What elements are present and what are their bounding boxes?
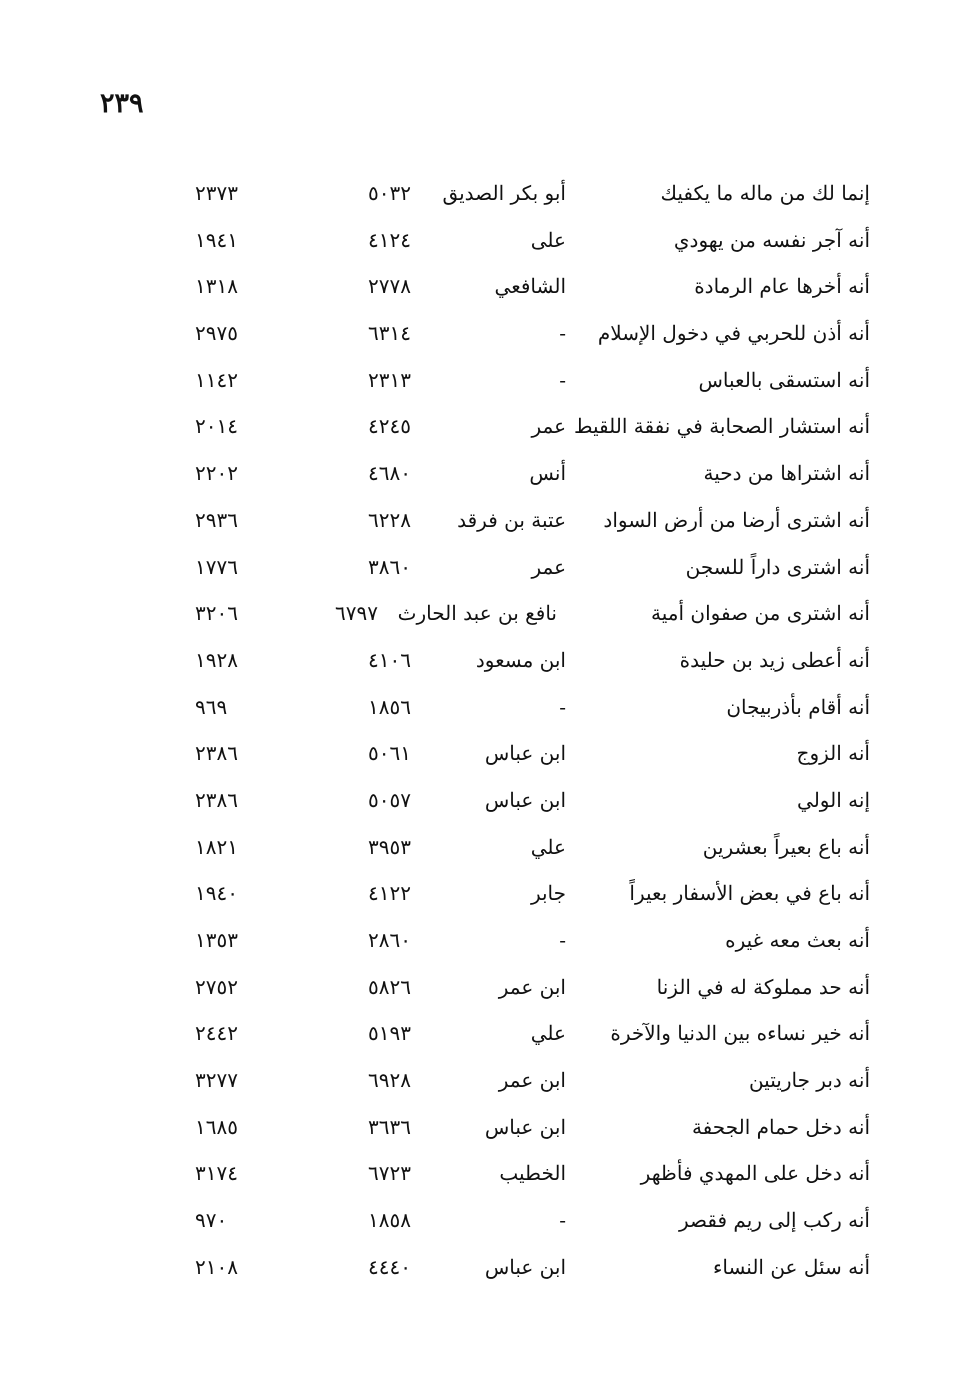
entry-text: أنه الزوج [796, 741, 870, 766]
narrator-name: - [559, 928, 566, 952]
index-row [160, 871, 870, 918]
hadith-number: ١٧٧٦ [195, 554, 238, 579]
hadith-number: ٣١٧٤ [195, 1161, 238, 1186]
reference-number: ٦٣١٤ [368, 321, 411, 346]
index-row [160, 918, 870, 965]
narrator-name: ابن عباس [484, 741, 566, 766]
hadith-number: ٢٩٧٥ [195, 321, 238, 346]
index-row [160, 1151, 870, 1198]
entry-text: أنه اشترى من صفوان أمية [651, 601, 870, 626]
reference-number: ٤١٠٦ [368, 647, 411, 672]
narrator-name: علي [530, 1021, 566, 1046]
index-row [160, 1245, 870, 1292]
reference-number: ٤٢٤٥ [368, 414, 411, 439]
reference-number: ٥٠٥٧ [368, 787, 411, 812]
index-row [160, 264, 870, 311]
reference-number: ٦٩٢٨ [368, 1068, 411, 1093]
hadith-number: ٢٢٠٢ [195, 461, 238, 486]
hadith-number: ٢٣٧٣ [195, 181, 238, 205]
reference-number: ٤١٢٤ [368, 227, 411, 252]
index-row [160, 1011, 870, 1058]
hadith-number: ١١٤٢ [195, 367, 238, 392]
entry-text: أنه سئل عن النساء [712, 1254, 870, 1279]
reference-number: ٢٨٦٠ [368, 928, 411, 952]
narrator-name: الخطيب [499, 1161, 566, 1186]
entry-text: أنه آجر نفسه من يهودي [673, 227, 870, 252]
reference-number: ٣٩٥٣ [368, 834, 411, 859]
reference-number: ٤٦٨٠ [368, 461, 411, 486]
index-table [160, 171, 870, 1292]
reference-number: ٦٢٢٨ [368, 507, 411, 532]
narrator-name: عمر [531, 554, 566, 579]
entry-text: أنه حد مملوكة له في الزنا [656, 974, 870, 999]
index-row [160, 171, 870, 218]
narrator-name: - [559, 367, 566, 392]
index-row [160, 591, 870, 638]
narrator-name: نافع بن عبد الحارث [397, 601, 557, 626]
reference-number: ٣٦٣٦ [368, 1114, 411, 1139]
reference-number: ٦٧٩٧ [335, 601, 378, 626]
narrator-name: علي [530, 834, 566, 859]
index-row [160, 311, 870, 358]
index-row [160, 1105, 870, 1152]
narrator-name: ابن مسعود [475, 647, 566, 672]
hadith-number: ٩٧٠ [195, 1208, 228, 1233]
hadith-number: ٢٧٥٢ [195, 974, 238, 999]
index-row [160, 825, 870, 872]
index-row [160, 358, 870, 405]
page-number: ٢٣٩ [100, 88, 144, 119]
index-row [160, 731, 870, 778]
hadith-number: ١٣٥٣ [195, 928, 238, 952]
hadith-number: ٣٢٠٦ [195, 601, 238, 626]
reference-number: ٤٤٤٠ [368, 1254, 411, 1279]
narrator-name: جابر [530, 881, 566, 906]
narrator-name: أبو بكر الصديق [442, 181, 566, 205]
hadith-number: ١٩٤١ [195, 227, 238, 252]
reference-number: ١٨٥٨ [368, 1208, 411, 1233]
hadith-number: ٢٠١٤ [195, 414, 238, 439]
index-row [160, 638, 870, 685]
hadith-number: ١٣١٨ [195, 274, 238, 299]
entry-text: أنه استشار الصحابة في نفقة اللقيط [573, 414, 870, 439]
entry-text: أنه دبر جاريتين [748, 1068, 870, 1093]
narrator-name: على [530, 227, 566, 252]
narrator-name: ابن عباس [484, 1254, 566, 1279]
narrator-name: عمر [531, 414, 566, 439]
reference-number: ٥٠٦١ [368, 741, 411, 766]
reference-number: ١٨٥٦ [368, 694, 411, 719]
hadith-number: ٢١٠٨ [195, 1254, 238, 1279]
entry-text: إنه الولي [797, 787, 870, 812]
index-row [160, 1198, 870, 1245]
narrator-name: - [559, 694, 566, 719]
entry-text: أنه استسقى بالعباس [698, 367, 870, 392]
entry-text: أنه دخل حمام الجحفة [691, 1114, 870, 1139]
entry-text: أنه أقام بأذربيجان [726, 694, 870, 719]
entry-text: أنه أذن للحربي في دخول الإسلام [597, 321, 870, 346]
entry-text: أنه أخرها عام الرمادة [694, 274, 870, 299]
hadith-number: ٩٦٩ [195, 694, 228, 719]
hadith-number: ٣٢٧٧ [195, 1068, 238, 1093]
reference-number: ٤١٢٢ [368, 881, 411, 906]
narrator-name: أنس [529, 461, 566, 486]
index-row [160, 404, 870, 451]
hadith-number: ٢٣٨٦ [195, 741, 238, 766]
entry-text: أنه دخل على المهدي فأظهر [640, 1161, 870, 1186]
narrator-name: - [559, 1208, 566, 1233]
entry-text: إنما لك من ماله ما يكفيك [660, 181, 870, 205]
index-row [160, 1058, 870, 1105]
narrator-name: ابن عباس [484, 787, 566, 812]
hadith-number: ١٨٢١ [195, 834, 238, 859]
hadith-number: ١٩٤٠ [195, 881, 238, 906]
narrator-name: ابن عباس [484, 1114, 566, 1139]
narrator-name: عتبة بن فرقد [457, 507, 566, 532]
entry-text: أنه بعث معه غيره [725, 928, 870, 952]
reference-number: ٥٨٢٦ [368, 974, 411, 999]
reference-number: ٦٧٢٣ [368, 1161, 411, 1186]
entry-text: أنه خير نساءه بين الدنيا والآخرة [610, 1021, 870, 1046]
reference-number: ٢٣١٣ [368, 367, 411, 392]
entry-text: أنه ركب إلى ريم فقصر [678, 1208, 870, 1233]
hadith-number: ٢٩٣٦ [195, 507, 238, 532]
hadith-number: ١٦٨٥ [195, 1114, 238, 1139]
entry-text: أنه اشتراها من دحية [703, 461, 870, 486]
hadith-number: ٢٤٤٢ [195, 1021, 238, 1046]
reference-number: ٣٨٦٠ [368, 554, 411, 579]
index-row [160, 965, 870, 1012]
hadith-number: ٢٣٨٦ [195, 787, 238, 812]
reference-number: ٥١٩٣ [368, 1021, 411, 1046]
narrator-name: ابن عمر [498, 974, 566, 999]
entry-text: أنه اشترى داراً للسجن [685, 554, 870, 579]
index-row [160, 778, 870, 825]
index-row [160, 498, 870, 545]
entry-text: أنه اشترى أرضا من أرض السواد [603, 507, 870, 532]
index-row [160, 545, 870, 592]
index-row [160, 451, 870, 498]
narrator-name: - [559, 321, 566, 346]
reference-number: ٢٧٧٨ [368, 274, 411, 299]
index-row [160, 685, 870, 732]
narrator-name: ابن عمر [498, 1068, 566, 1093]
index-row [160, 218, 870, 265]
entry-text: أنه باع في بعض الأسفار بعيراً [629, 881, 870, 906]
reference-number: ٥٠٣٢ [368, 181, 411, 205]
entry-text: أنه أعطى زيد بن حليدة [679, 647, 870, 672]
hadith-number: ١٩٢٨ [195, 647, 238, 672]
narrator-name: الشافعي [494, 274, 566, 299]
entry-text: أنه باع بعيراً بعشرين [702, 834, 870, 859]
